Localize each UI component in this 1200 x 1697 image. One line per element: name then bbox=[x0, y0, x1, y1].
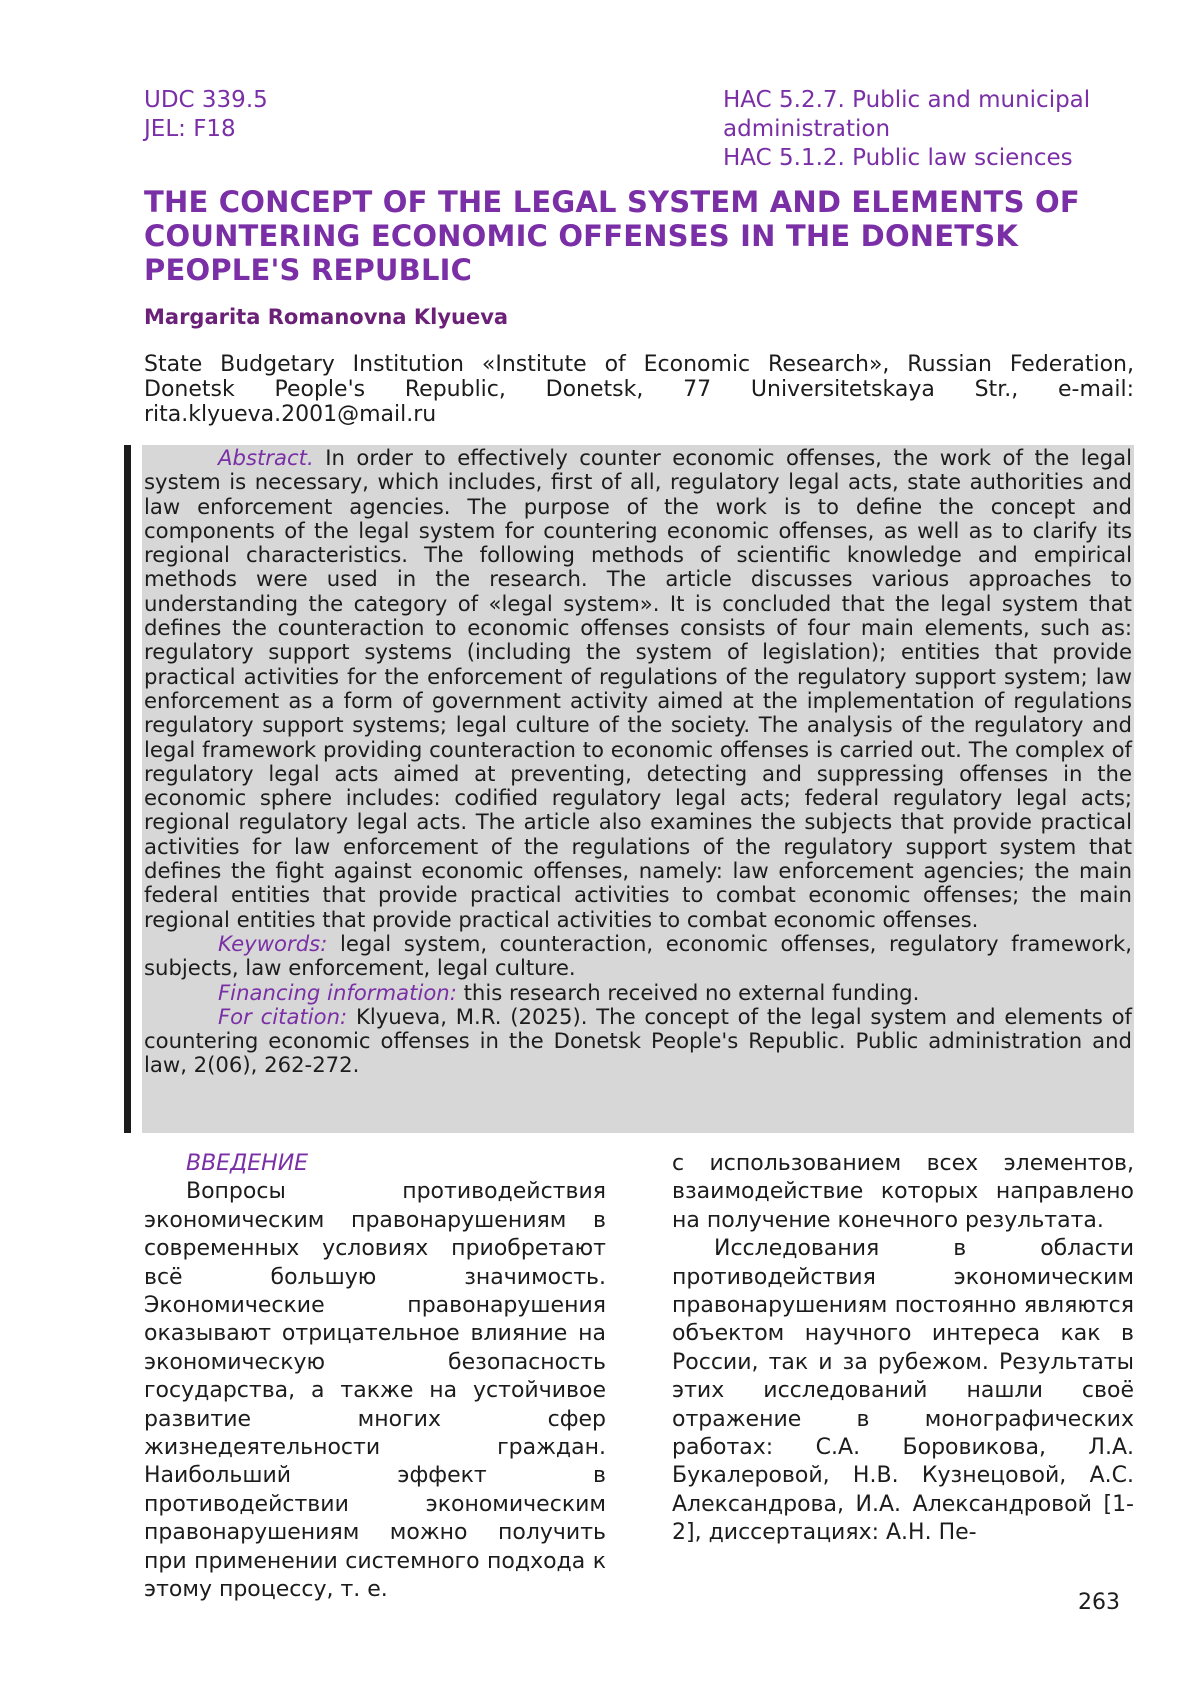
citation-paragraph bbox=[144, 1005, 1132, 1078]
body-column-right bbox=[672, 1150, 1134, 1548]
introduction-heading: ВВЕДЕНИЕ bbox=[144, 1150, 606, 1178]
financing-label: Financing information: bbox=[218, 980, 457, 1005]
body-column-left bbox=[144, 1150, 606, 1605]
abstract-paragraph bbox=[144, 446, 1132, 932]
citation-text: Klyueva, M.R. (2025). The concept of the legal system and elements of countering economic offenses in the Donetsk People's Republic. Public administration and law, 2(06), 262-272. bbox=[144, 1004, 1132, 1078]
body-paragraph: Вопросы противодействия экономическим правонарушениям в современных условиях приобретают всё большую значимость. Экономические правонарушения оказывают отрицательное влияние на экономическую безопасность государства, а также на устойчивое развитие многих сфер жизнедеятельности граждан. Наибольший эффект в противодействии экономическим правонарушениям можно получить при применении системного подхода к этому процессу, т. е. bbox=[144, 1178, 606, 1604]
classification-codes-left bbox=[144, 86, 268, 144]
udc-code: UDC 339.5 bbox=[144, 86, 268, 115]
article-title: THE CONCEPT OF THE LEGAL SYSTEM AND ELEMENTS OF COUNTERING ECONOMIC OFFENSES IN THE DONETSK PEOPLE'S REPUBLIC bbox=[144, 185, 1134, 287]
body-paragraph: Исследования в области противодействия экономическим правонарушениям постоянно являются объектом научного интереса как в России, так и за рубежом. Результаты этих исследований нашли своё отражение в монографических работах: С.А. Боровикова, Л.А. Букалеровой, Н.В. Кузнецовой, А.С. Александрова, И.А. Александровой [1-2], диссертациях: А.Н. Пе- bbox=[672, 1235, 1134, 1547]
body-paragraph: с использованием всех элементов, взаимодействие которых направлено на получение конечного результата. bbox=[672, 1150, 1134, 1235]
jel-code: JEL: F18 bbox=[144, 115, 268, 144]
journal-page bbox=[0, 0, 1200, 1697]
classification-codes-right bbox=[723, 86, 1143, 173]
keywords-label: Keywords: bbox=[218, 931, 327, 956]
abstract-block bbox=[144, 446, 1132, 1078]
abstract-label: Abstract. bbox=[218, 445, 314, 470]
keywords-text: legal system, counteraction, economic offenses, regulatory framework, subjects, law enforcement, legal culture. bbox=[144, 931, 1132, 980]
keywords-paragraph bbox=[144, 932, 1132, 981]
abstract-body: In order to effectively counter economic offenses, the work of the legal system is necessary, which includes, first of all, regulatory legal acts, state authorities and law enforcement agencies. The purpose of the work is to define the concept and components of the legal system for countering economic offenses, as well as to clarify its regional characteristics. The following methods of scientific knowledge and empirical methods were used in the research. The article discusses various approaches to understanding the category of «legal system». It is concluded that the legal system that defines the counteraction to economic offenses consists of four main elements, such as: regulatory support systems (including the system of legislation); entities that provide practical activities for the enforcement of regulations of the regulatory support system; law enforcement as a form of government activity aimed at the implementation of regulations regulatory support systems; legal culture of the society. The analysis of the regulatory and legal framework providing counteraction to economic offenses is carried out. The complex of regulatory legal acts aimed at preventing, detecting and suppressing offenses in the economic sphere includes: codified regulatory legal acts; federal regulatory legal acts; regional regulatory legal acts. The article also examines the subjects that provide practical activities for law enforcement of the regulations of the regulatory support system that defines the fight against economic offenses, namely: law enforcement agencies; the main federal entities that provide practical activities to combat economic offenses; the main regional entities that provide practical activities to combat economic offenses. bbox=[144, 445, 1132, 932]
abstract-side-bar bbox=[124, 445, 131, 1133]
financing-text: this research received no external funding. bbox=[464, 980, 920, 1005]
page-number: 263 bbox=[1078, 1590, 1120, 1615]
citation-label: For citation: bbox=[218, 1004, 347, 1029]
author-affiliation: State Budgetary Institution «Institute of Economic Research», Russian Federation, Donetsk People's Republic, Donetsk, 77 Universitetskaya Str., e-mail: rita.klyueva.2001@mail.ru bbox=[144, 352, 1134, 427]
author-name: Margarita Romanovna Klyueva bbox=[144, 303, 508, 331]
hac-code-1: HAC 5.2.7. Public and municipal administration bbox=[723, 86, 1143, 144]
financing-paragraph bbox=[144, 981, 1132, 1005]
hac-code-2: HAC 5.1.2. Public law sciences bbox=[723, 144, 1143, 173]
